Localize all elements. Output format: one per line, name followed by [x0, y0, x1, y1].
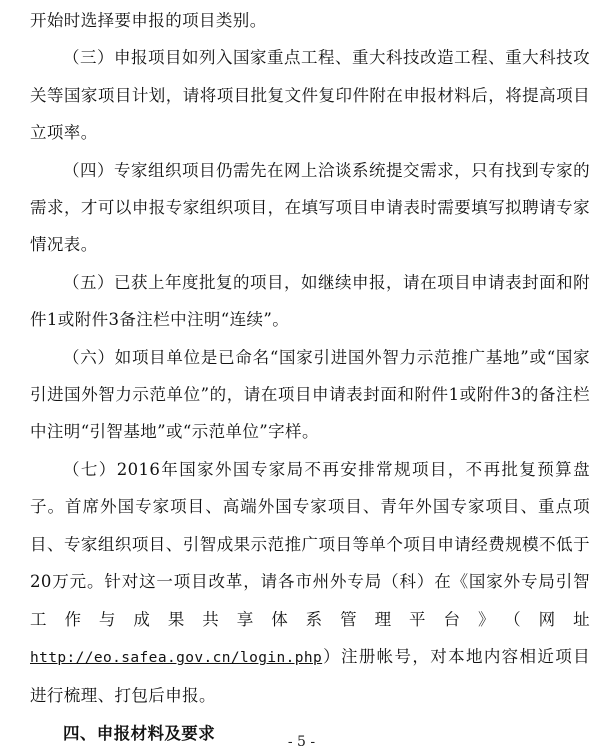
section-heading-4: 四、申报材料及要求	[63, 723, 216, 743]
document-body	[30, 2, 590, 752]
paragraph-item-5: （五）已获上年度批复的项目，如继续申报，请在项目申请表封面和附件1或附件3备注栏中注明“连续”。	[30, 272, 590, 330]
paragraph-item-7	[30, 451, 590, 715]
paragraph-item-4: （四）专家组织项目仍需先在网上洽谈系统提交需求，只有找到专家的需求，才可以申报专家组织项目，在填写项目申请表时需要填写拟聘请专家情况表。	[30, 160, 590, 255]
paragraph-item-7-text-before-link: （七）2016年国家外国专家局不再安排常规项目，不再批复预算盘子。首席外国专家项目、高端外国专家项目、青年外国专家项目、重点项目、专家组织项目、引智成果示范推广项目等单个项目申请经费规模不低于20万元。针对这一项目改革，请各市州外专局（科）在《国家外专局引智工作与成果共享体系管理平台》（网址	[30, 459, 590, 629]
platform-url-link[interactable]: http://eo.safea.gov.cn/login.php	[30, 649, 323, 666]
paragraph-item-7-text-after-link: ）注册帐号，对本地内容相近项目进行梳理、打包后申报。	[30, 646, 590, 706]
paragraph-item-3: （三）申报项目如列入国家重点工程、重大科技改造工程、重大科技攻关等国家项目计划，请将项目批复文件复印件附在申报材料后，将提高项目立项率。	[30, 48, 590, 143]
page-number: - 5 -	[287, 734, 316, 750]
paragraph-continuation: 开始时选择要申报的项目类别。	[30, 11, 267, 30]
paragraph-item-6: （六）如项目单位是已命名“国家引进国外智力示范推广基地”或“国家引进国外智力示范单位”的，请在项目申请表封面和附件1或附件3的备注栏中注明“引智基地”或“示范单位”字样。	[30, 347, 590, 442]
